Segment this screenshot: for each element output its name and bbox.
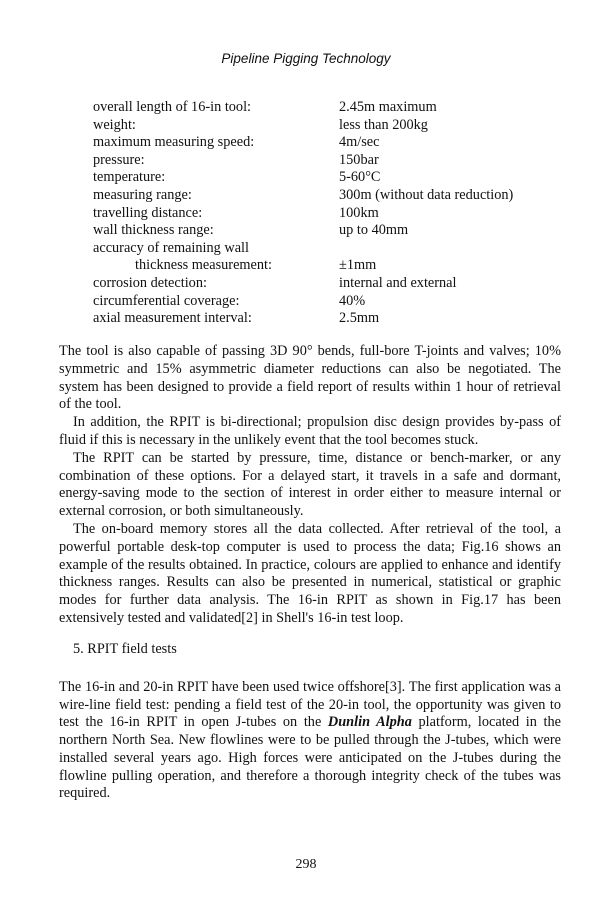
paragraph: The RPIT can be started by pressure, time, distance or bench-marker, or any combination of these options. For a delayed start, it travels in a safe and dormant, energy-saving mode to the section of interest in order either to measure internal or external corrosion, or both simultaneously. bbox=[59, 449, 561, 520]
spec-row bbox=[93, 134, 563, 152]
spec-value: 150bar bbox=[339, 151, 379, 168]
spec-label: thickness measurement: bbox=[135, 257, 272, 274]
spec-row bbox=[93, 257, 563, 275]
section-heading: 5. RPIT field tests bbox=[73, 641, 177, 657]
spec-label: measuring range: bbox=[93, 186, 192, 203]
spec-label: weight: bbox=[93, 116, 136, 133]
spec-row bbox=[93, 205, 563, 223]
spec-row bbox=[93, 310, 563, 328]
spec-row bbox=[93, 293, 563, 311]
spec-value: 2.5mm bbox=[339, 310, 380, 327]
spec-value: 300m (without data reduction) bbox=[339, 186, 514, 203]
spec-value: 5-60°C bbox=[339, 169, 381, 186]
running-header: Pipeline Pigging Technology bbox=[221, 51, 391, 66]
spec-label: corrosion detection: bbox=[93, 274, 207, 291]
spec-value: internal and external bbox=[339, 274, 457, 291]
spec-value bbox=[339, 240, 563, 258]
spec-label: circumferential coverage: bbox=[93, 292, 240, 309]
spec-row bbox=[93, 117, 563, 135]
spec-row bbox=[93, 222, 563, 240]
paragraph: The on-board memory stores all the data collected. After retrieval of the tool, a powerful portable desk-top computer is used to process the data; Fig.16 shows an example of the results obtained. In practice, colours are applied to enhance and identify thickness ranges. Results can also be presented in numerical, statistical or graphic modes for further data analysis. The 16-in RPIT as shown in Fig.17 has been extensively tested and validated[2] in Shell's 16-in test loop. bbox=[59, 520, 561, 626]
spec-value: 2.45m maximum bbox=[339, 99, 437, 115]
spec-label: overall length of 16-in tool: bbox=[93, 99, 252, 115]
paragraph: The tool is also capable of passing 3D 90° bends, full-bore T-joints and valves; 10% symmetric and 15% asymmetric diameter reductions can also be negotiated. The system has been designed to provide a field report of results within 1 hour of retrieval of the tool. bbox=[59, 343, 561, 413]
spec-label: travelling distance: bbox=[93, 204, 203, 221]
specifications-table bbox=[93, 99, 563, 328]
section-text bbox=[59, 679, 561, 803]
spec-row bbox=[93, 187, 563, 205]
spec-label: pressure: bbox=[93, 151, 145, 168]
spec-value: 40% bbox=[339, 292, 366, 309]
spec-value: up to 40mm bbox=[339, 222, 409, 239]
spec-value: 4m/sec bbox=[339, 134, 380, 151]
paragraph bbox=[59, 679, 561, 803]
platform-name: Dunlin Alpha bbox=[327, 714, 412, 731]
spec-row bbox=[93, 99, 563, 117]
body-text bbox=[59, 343, 561, 628]
page-number: 298 bbox=[295, 857, 317, 872]
spec-label: wall thickness range: bbox=[93, 222, 214, 239]
spec-label: accuracy of remaining wall bbox=[93, 239, 249, 256]
spec-row bbox=[93, 169, 563, 187]
spec-label: maximum measuring speed: bbox=[93, 134, 255, 151]
spec-row bbox=[93, 275, 563, 293]
spec-value: 100km bbox=[339, 204, 379, 221]
paragraph: In addition, the RPIT is bi-directional; propulsion disc design provides by-pass of fluid if this is necessary in the unlikely event that the tool becomes stuck. bbox=[59, 414, 561, 448]
spec-label: axial measurement interval: bbox=[93, 310, 252, 327]
spec-row bbox=[93, 152, 563, 170]
paragraph-text: platform, located in the northern North Sea. New flowlines were to be pulled through the J-tubes, which were installed several years ago. High forces were anticipated on the J-tubes during the flowline pulling operation, and therefore a thorough integrity check of the tubes was required. bbox=[59, 714, 561, 802]
spec-row bbox=[93, 240, 563, 258]
spec-value: less than 200kg bbox=[339, 116, 428, 133]
spec-label: temperature: bbox=[93, 169, 166, 186]
paragraph-text: The 16-in and 20-in RPIT have been used twice offshore[3]. The first application was a wire-line field test: pending a field test of the 20-in tool, the opportunity was given to test the 16-in RPIT in open J-tubes on the bbox=[59, 679, 561, 731]
spec-value: ±1mm bbox=[339, 257, 377, 274]
